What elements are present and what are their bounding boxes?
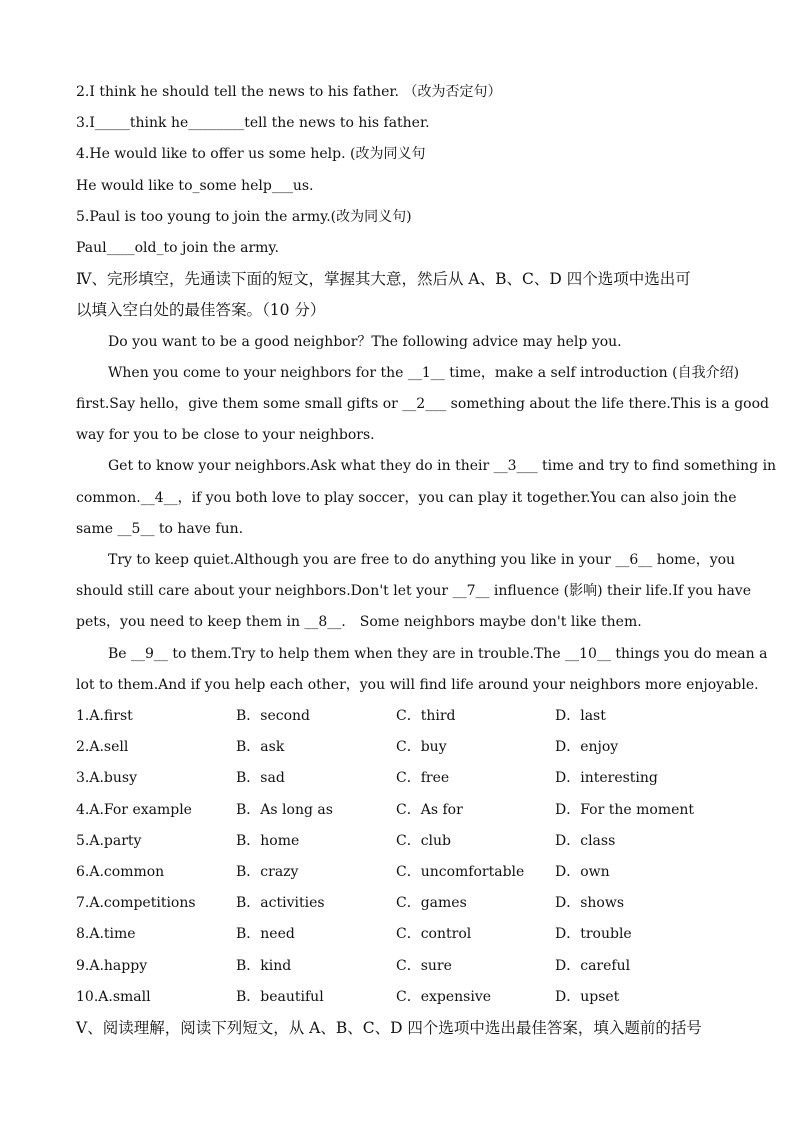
option-a: 5.A.party [76,833,142,849]
answer-line-3: 3.I_____think he________tell the news to his father. [76,115,430,131]
option-d: D．upset [555,989,620,1005]
option-a: 2.A.sell [76,739,129,755]
answer-line-5: Paul____old_to join the army. [76,240,279,256]
option-a: 9.A.happy [76,958,148,974]
passage-paragraph-2-line-2: first.Say hello，give them some small gifts or __2___ something about the life there.This is a good [76,396,769,412]
option-row [0,862,794,882]
option-row [0,893,794,913]
option-a: 3.A.busy [76,770,137,786]
option-a: 6.A.common [76,864,165,880]
option-a: 4.A.For example [76,802,192,818]
option-row [0,800,794,820]
option-d: D．enjoy [555,739,619,755]
passage-paragraph-3-line-3: same __5__ to have fun. [76,521,244,537]
option-c: C．As for [396,802,463,818]
option-c: C．club [396,833,452,849]
option-b: B．beautiful [236,989,324,1005]
option-row [0,987,794,1007]
option-b: B．crazy [236,864,299,880]
option-d: D．For the moment [555,802,695,818]
passage-paragraph-3-line-2: common.__4__，if you both love to play soccer，you can play it together.You can also join the [76,490,737,506]
option-d: D．careful [555,958,631,974]
option-c: C．free [396,770,450,786]
section-4-heading-cont: 以填入空白处的最佳答案。（10 分） [76,301,326,319]
passage-paragraph-3-line-1: Get to know your neighbors.Ask what they do in their __3___ time and try to find something in [108,458,777,474]
option-d: D．interesting [555,770,658,786]
passage-paragraph-5-line-1: Be __9__ to them.Try to help them when they are in trouble.The __10__ things you do mean a [108,646,768,662]
option-row [0,737,794,757]
option-c: C．games [396,895,467,911]
option-c: C．control [396,926,472,942]
passage-paragraph-5-line-2: lot to them.And if you help each other，you will find life around your neighbors more enjoyable. [76,677,759,693]
option-a: 10.A.small [76,989,151,1005]
passage-paragraph-2-line-3: way for you to be close to your neighbors. [76,427,375,443]
option-a: 8.A.time [76,926,136,942]
option-c: C．sure [396,958,452,974]
passage-paragraph-4-line-3: pets，you need to keep them in __8__． Some neighbors maybe don't like them. [76,614,642,630]
section-4-heading: Ⅳ、完形填空，先通读下面的短文，掌握其大意，然后从 A、B、C、D 四个选项中选出可 [76,270,691,288]
option-c: C．uncomfortable [396,864,525,880]
section-5-heading: Ⅴ、阅读理解，阅读下列短文，从 A、B、C、D 四个选项中选出最佳答案，填入题前的括号 [76,1019,702,1037]
option-d: D．shows [555,895,625,911]
option-b: B．home [236,833,300,849]
option-c: C．buy [396,739,447,755]
option-b: B．sad [236,770,285,786]
passage-paragraph-2-line-1: When you come to your neighbors for the __1__ time，make a self introduction (自我介绍) [108,365,740,381]
option-d: D．own [555,864,610,880]
passage-paragraph-4-line-2: should still care about your neighbors.Don't let your __7__ influence (影响) their life.If you have [76,583,751,599]
option-d: D．class [555,833,616,849]
answer-line-4: He would like to_some help___us. [76,178,314,194]
question-4: 4.He would like to offer us some help. (改为同义句 [76,146,426,162]
option-a: 7.A.competitions [76,895,196,911]
option-d: D．last [555,708,606,724]
question-2: 2.I think he should tell the news to his father. （改为否定句） [76,84,502,100]
option-c: C．third [396,708,456,724]
question-5: 5.Paul is too young to join the army.(改为同义句) [76,209,412,225]
option-row [0,706,794,726]
option-b: B．need [236,926,295,942]
option-row [0,768,794,788]
option-d: D．trouble [555,926,632,942]
option-b: B．kind [236,958,292,974]
option-c: C．expensive [396,989,492,1005]
option-b: B．ask [236,739,285,755]
passage-paragraph-1: Do you want to be a good neighbor？The following advice may help you. [108,334,622,350]
option-b: B．second [236,708,311,724]
option-row [0,956,794,976]
option-b: B．As long as [236,802,333,818]
option-a: 1.A.first [76,708,133,724]
option-b: B．activities [236,895,325,911]
passage-paragraph-4-line-1: Try to keep quiet.Although you are free to do anything you like in your __6__ home，you [108,552,736,568]
option-row [0,831,794,851]
option-row [0,924,794,944]
